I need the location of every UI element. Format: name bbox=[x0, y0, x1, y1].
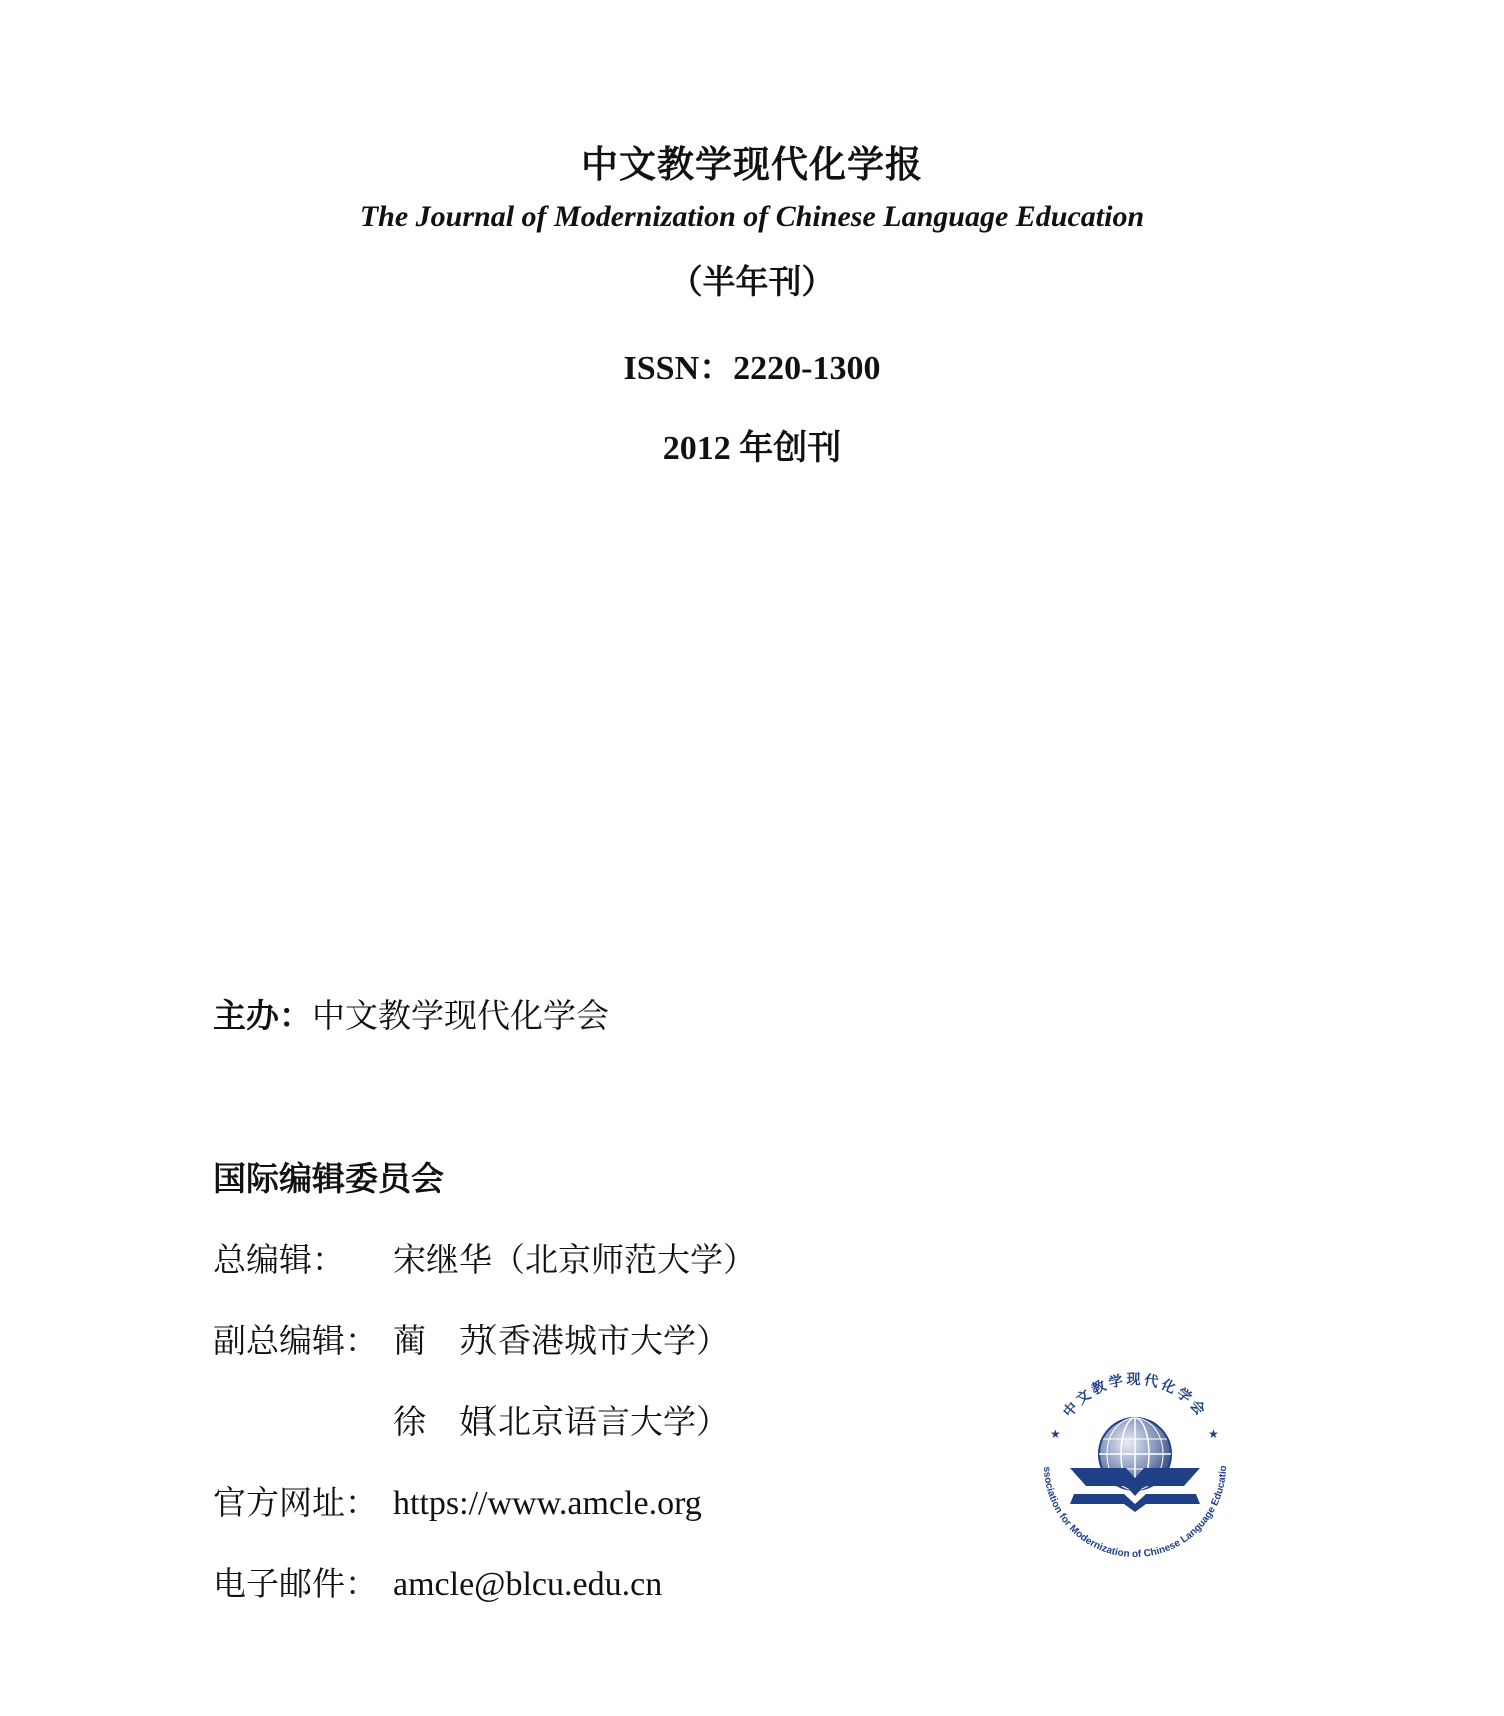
sponsor-label: 主办： bbox=[213, 996, 312, 1035]
website-label: 官方网址： bbox=[213, 1483, 378, 1522]
deputy-editor-line-2 bbox=[213, 1396, 729, 1443]
website-line bbox=[213, 1477, 702, 1524]
sponsor-line bbox=[213, 990, 609, 1037]
email-line bbox=[213, 1558, 662, 1605]
svg-text:★: ★ bbox=[1208, 1427, 1219, 1441]
website-link[interactable]: https://www.amcle.org bbox=[393, 1485, 702, 1522]
deputy-editor-2-name: 徐 娟 bbox=[393, 1402, 492, 1441]
deputy-editor-label: 副总编辑： bbox=[213, 1321, 378, 1360]
journal-title-english: The Journal of Modernization of Chinese Language Education bbox=[359, 200, 1145, 233]
journal-title-chinese: 中文教学现代化学报 bbox=[581, 143, 923, 186]
email-label: 电子邮件： bbox=[213, 1564, 378, 1603]
logo-top-text: 中文教学现代化学会 bbox=[1060, 1372, 1210, 1421]
sponsor-value: 中文教学现代化学会 bbox=[312, 996, 609, 1035]
founded-year: 2012 年创刊 bbox=[662, 430, 842, 467]
deputy-editor-2-affiliation: （北京语言大学） bbox=[465, 1402, 729, 1441]
deputy-editor-1-affiliation: （香港城市大学） bbox=[465, 1321, 729, 1360]
email-link[interactable]: amcle@blcu.edu.cn bbox=[393, 1566, 663, 1603]
svg-text:★: ★ bbox=[1050, 1427, 1061, 1441]
deputy-editor-1-name: 蔺 苏 bbox=[393, 1321, 492, 1360]
chief-editor-label: 总编辑： bbox=[213, 1240, 345, 1279]
association-logo bbox=[1026, 1354, 1244, 1572]
issn-number: ISSN：2220-1300 bbox=[623, 350, 881, 387]
association-logo-icon bbox=[1026, 1354, 1244, 1572]
chief-editor-line bbox=[213, 1234, 756, 1281]
logo-bottom-text: ssociation for Modernization of Chinese Language Educatio bbox=[1040, 1465, 1230, 1561]
chief-editor-value: 宋继华（北京师范大学） bbox=[393, 1240, 756, 1279]
publication-frequency: （半年刊） bbox=[669, 262, 835, 301]
editorial-board-heading: 国际编辑委员会 bbox=[213, 1159, 444, 1198]
deputy-editor-line-1 bbox=[213, 1315, 729, 1362]
